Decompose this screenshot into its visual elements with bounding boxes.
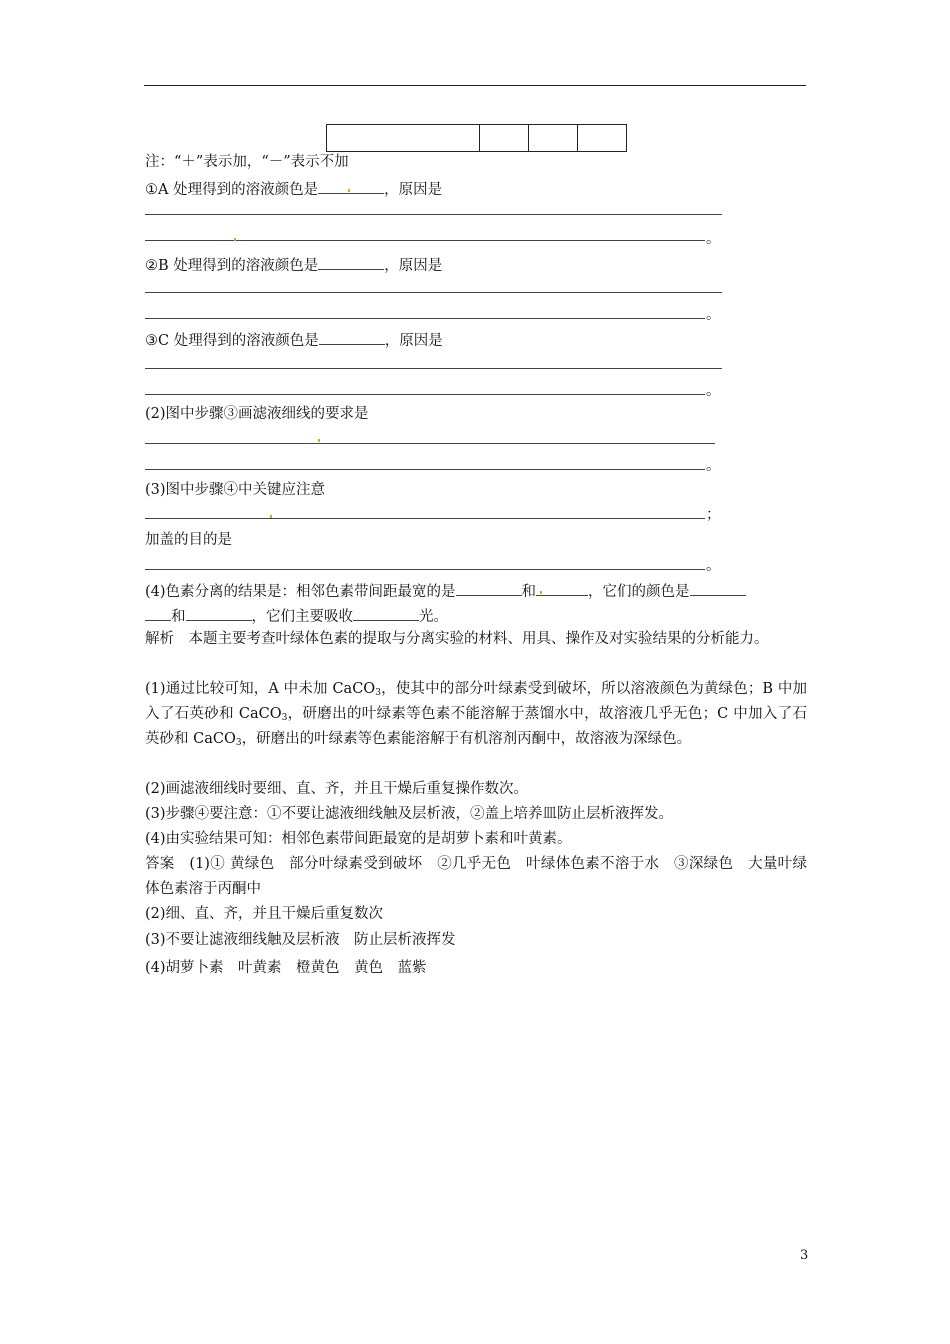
- question-3: (3)图中步骤④中关键应注意: [145, 482, 326, 498]
- mark-dot: [270, 515, 272, 518]
- question-3-cover: 加盖的目的是: [145, 532, 232, 548]
- period: 。: [706, 307, 721, 323]
- question-4: (4)色素分离的结果是：相邻色素带间距最宽的是 和 ，它们的颜色是: [145, 580, 746, 602]
- period: 。: [706, 558, 721, 574]
- answer-line[interactable]: [145, 443, 715, 444]
- answer-line[interactable]: [145, 394, 705, 395]
- answer-1: 答案 (1)① 黄绿色 部分叶绿素受到破坏 ②几乎无色 叶绿体色素不溶于水 ③深绿色 大量叶绿体色素溶于丙酮中: [145, 856, 807, 897]
- mark-dot: [540, 591, 542, 594]
- answer-4: (4)胡萝卜素 叶黄素 橙黄色 黄色 蓝紫: [145, 960, 427, 976]
- mark-dot: [348, 189, 350, 192]
- period: 。: [706, 231, 721, 247]
- blank-b-color[interactable]: [318, 254, 384, 270]
- answer-line[interactable]: [145, 518, 705, 519]
- answer-line[interactable]: [145, 569, 705, 570]
- table-remnant: [326, 124, 627, 152]
- question-1a: ①A 处理得到的溶液颜色是 ，原因是: [145, 178, 442, 200]
- blank-pigment-2[interactable]: [536, 580, 588, 596]
- answer-line[interactable]: [145, 469, 705, 470]
- answer-line[interactable]: [145, 214, 722, 215]
- period: 。: [706, 458, 721, 474]
- mark-dot: [234, 238, 236, 241]
- answer-line[interactable]: [145, 292, 722, 293]
- analysis-p2: (2)画滤液细线时要细、直、齐，并且干燥后重复操作数次。: [145, 781, 529, 797]
- question-2: (2)图中步骤③画滤液细线的要求是: [145, 406, 369, 422]
- page-number: 3: [800, 1248, 809, 1263]
- blank-color-1[interactable]: [690, 580, 746, 596]
- question-1b: ②B 处理得到的溶液颜色是 ，原因是: [145, 254, 442, 276]
- analysis-intro: 解析 本题主要考查叶绿体色素的提取与分离实验的材料、用具、操作及对实验结果的分析能力。: [145, 631, 769, 647]
- blank-a-color[interactable]: [318, 178, 384, 194]
- blank-light[interactable]: [353, 605, 419, 621]
- answer-line[interactable]: [145, 318, 705, 319]
- analysis-p1: (1)通过比较可知，A 中未加 CaCO$_3$，使其中的部分叶绿素受到破坏，所以溶液颜色为黄绿色；B 中加入了石英砂和 CaCO$_3$，研磨出的叶绿素等色素不能溶解于蒸馏水中，故溶液几乎无色；C 中加入了石英砂和 CaCO$_3$，研磨出的叶绿素等色素能溶解于有机溶剂丙酮中，故溶液为深绿色。: [145, 681, 807, 748]
- answer-3: (3)不要让滤液细线触及层析液 防止层析液挥发: [145, 932, 456, 948]
- analysis-p4: (4)由实验结果可知：相邻色素带间距最宽的是胡萝卜素和叶黄素。: [145, 831, 572, 847]
- blank-color-2[interactable]: [186, 605, 252, 621]
- period: 。: [706, 383, 721, 399]
- question-1c: ③C 处理得到的溶液颜色是 ，原因是: [145, 329, 443, 351]
- blank-c-color[interactable]: [319, 329, 385, 345]
- answer-line[interactable]: [145, 368, 722, 369]
- table-note: 注：“＋”表示加，“－”表示不加: [145, 154, 349, 170]
- blank-pigment-1[interactable]: [456, 580, 522, 596]
- answer-2: (2)细、直、齐，并且干燥后重复数次: [145, 906, 384, 922]
- header-rule: [144, 85, 806, 86]
- blank-color-1-cont[interactable]: [145, 605, 171, 621]
- question-4-cont: 和 ，它们主要吸收 光。: [145, 605, 448, 627]
- semicolon: ；: [706, 507, 721, 523]
- mark-dot: [318, 439, 320, 442]
- answer-line[interactable]: [145, 240, 705, 241]
- analysis-p3: (3)步骤④要注意：①不要让滤液细线触及层析液，②盖上培养皿防止层析液挥发。: [145, 806, 674, 822]
